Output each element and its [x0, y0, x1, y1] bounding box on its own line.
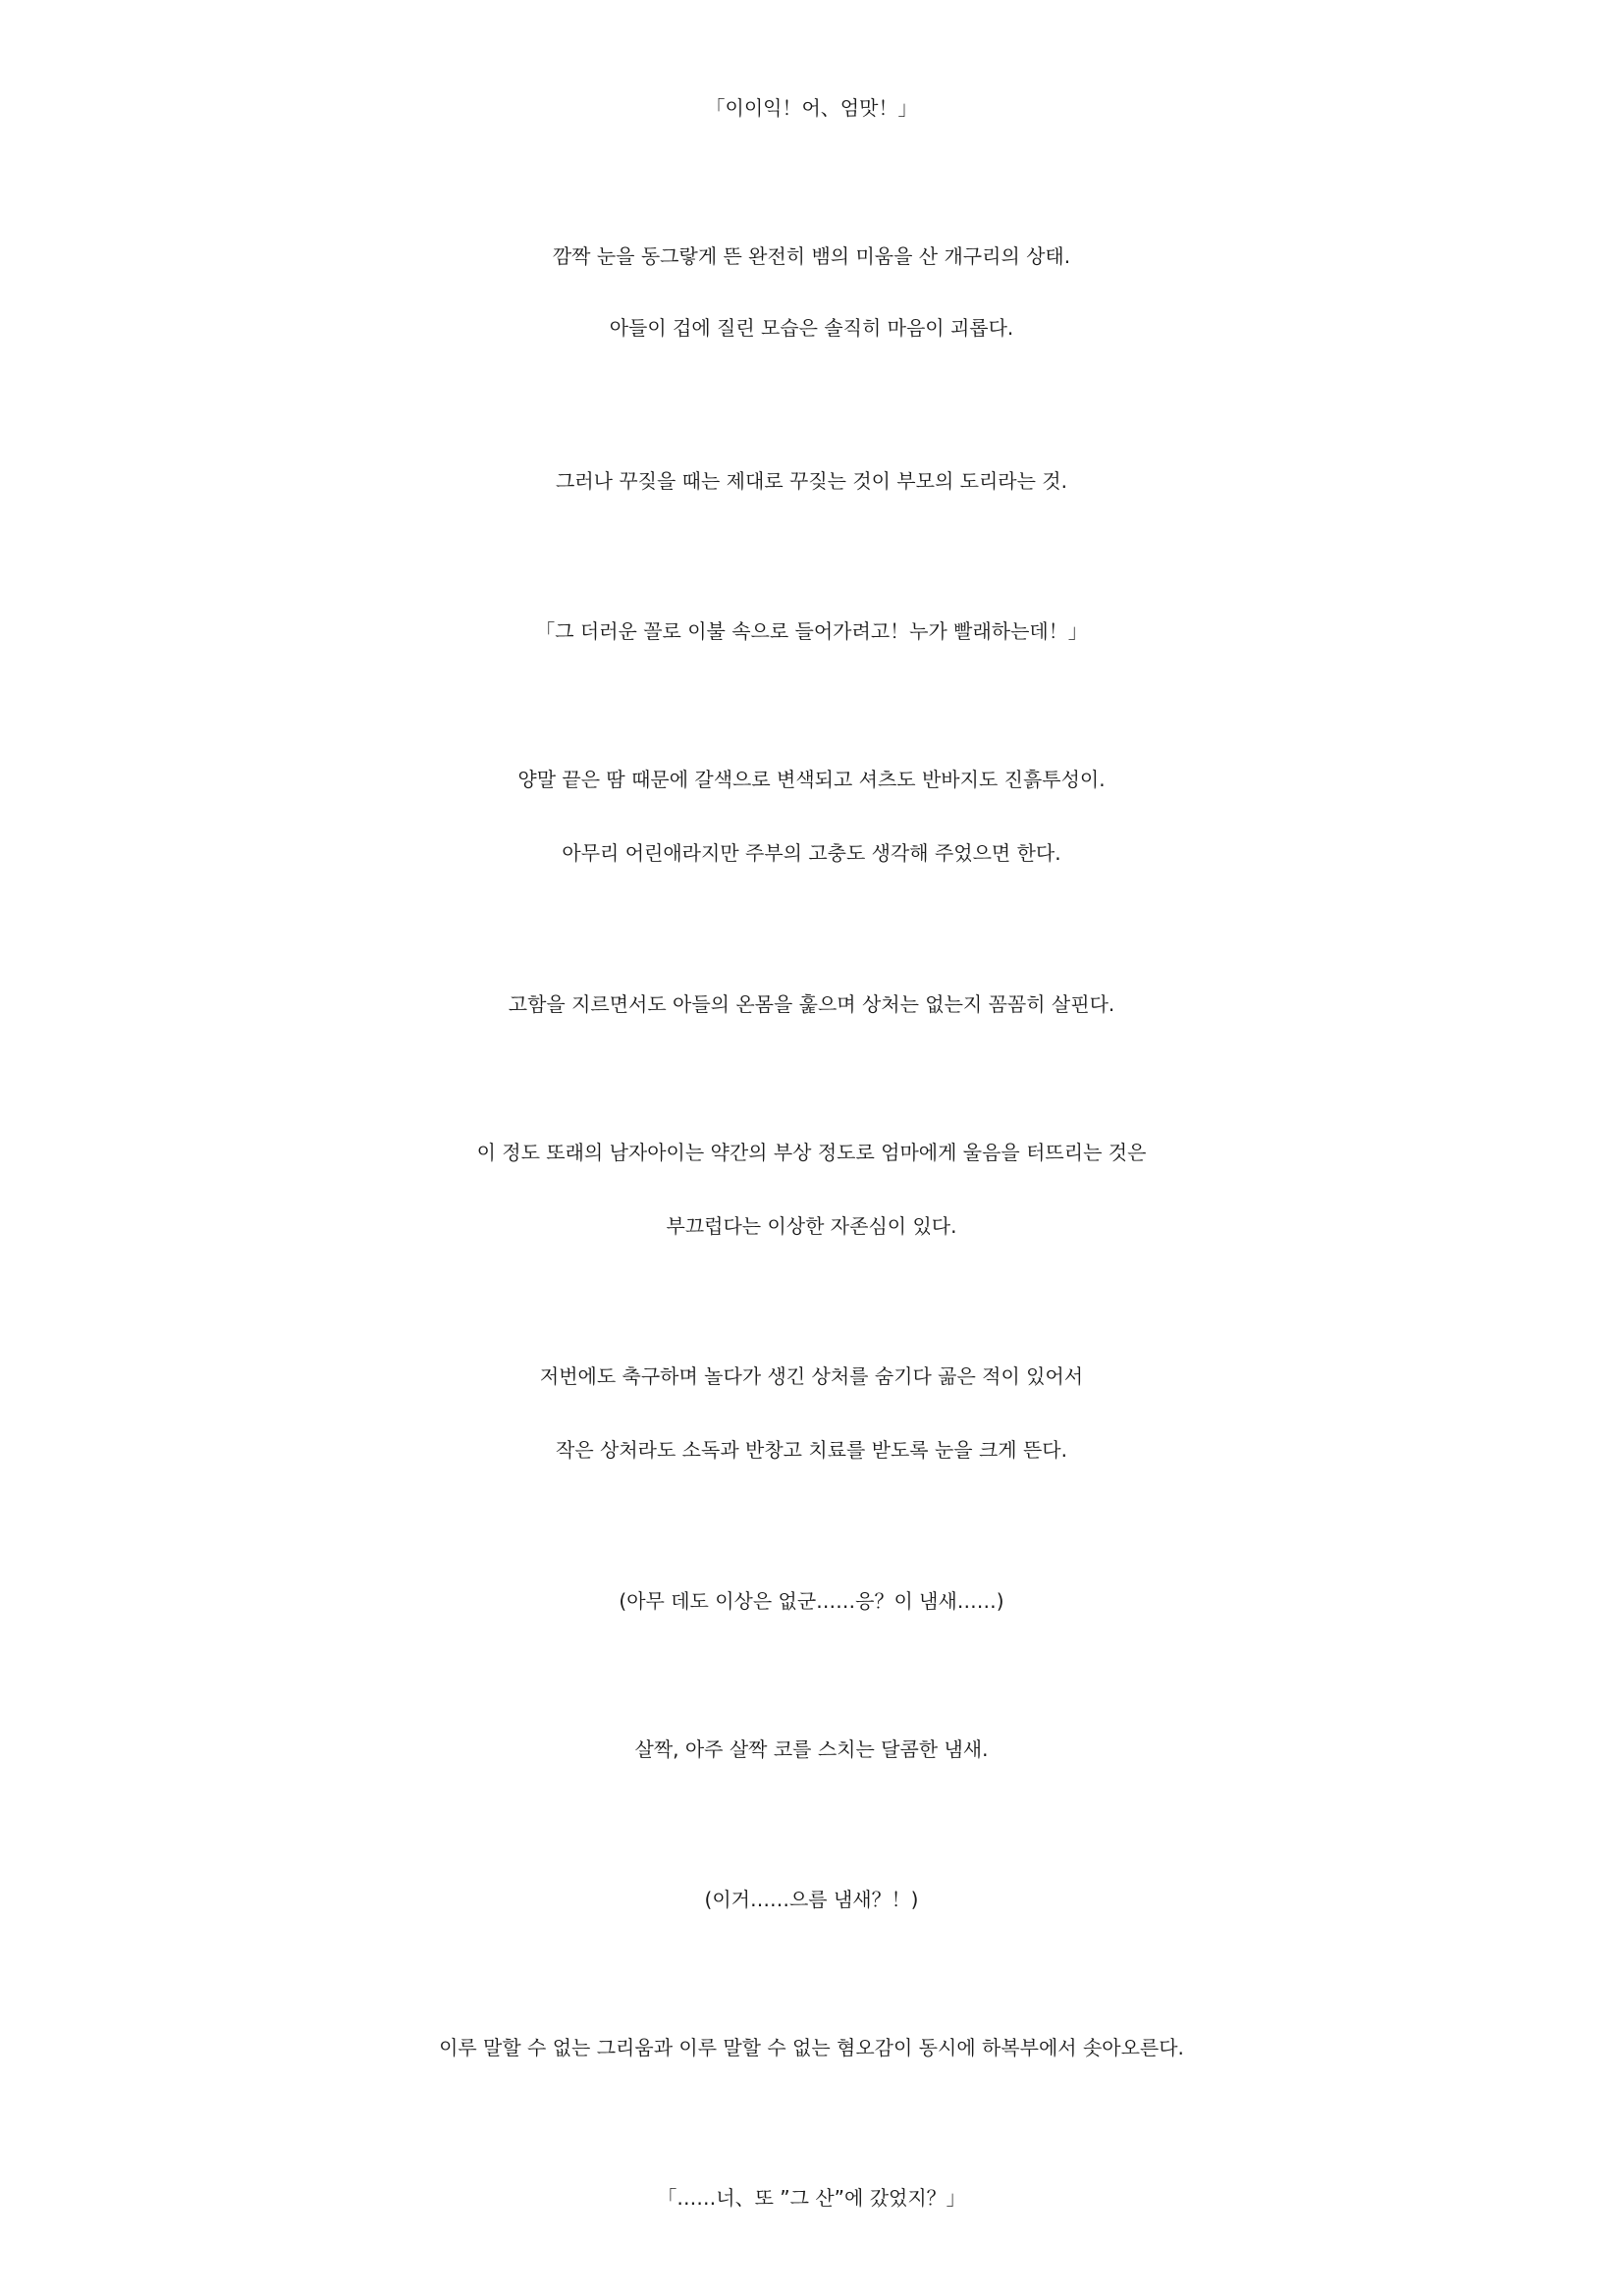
paragraph-12-line-1: 이루 말할 수 없는 그리움과 이루 말할 수 없는 혐오감이 동시에 하복부에서 솟아오른다.	[439, 2036, 1184, 2059]
paragraph-2-line-2: 아들이 겁에 질린 모습은 솔직히 마음이 괴롭다.	[609, 316, 1014, 340]
paragraph-13-line-1: 「……너、또 ”그 산”에 갔었지？」	[657, 2186, 966, 2210]
paragraph-6-line-1: 고함을 지르면서도 아들의 온몸을 훑으며 상처는 없는지 꼼꼼히 살핀다.	[508, 992, 1115, 1016]
paragraph-3-line-1: 그러나 꾸짖을 때는 제대로 꾸짖는 것이 부모의 도리라는 것.	[556, 469, 1067, 493]
paragraph-5-line-1: 양말 끝은 땀 때문에 갈색으로 변색되고 셔츠도 반바지도 진흙투성이.	[517, 768, 1106, 791]
paragraph-2-line-1: 깜짝 눈을 동그랗게 뜬 완전히 뱀의 미움을 산 개구리의 상태.	[552, 244, 1071, 268]
paragraph-7-line-1: 이 정도 또래의 남자아이는 약간의 부상 정도로 엄마에게 울음을 터뜨리는 것은	[476, 1141, 1147, 1164]
paragraph-8-line-1: 저번에도 축구하며 놀다가 생긴 상처를 숨기다 곪은 적이 있어서	[539, 1364, 1084, 1388]
paragraph-10-line-1: 살짝, 아주 살짝 코를 스치는 달콤한 냄새.	[634, 1737, 989, 1761]
paragraph-4-line-1: 「그 더러운 꼴로 이불 속으로 들어가려고！누가 빨래하는데！」	[535, 619, 1088, 643]
paragraph-9-line-1: (아무 데도 이상은 없군……응？이 냄새……)	[619, 1589, 1004, 1613]
paragraph-1-line-1: 「이이익！어、엄맛！」	[705, 96, 918, 120]
paragraph-7-line-2: 부끄럽다는 이상한 자존심이 있다.	[666, 1214, 957, 1238]
paragraph-5-line-2: 아무리 어린애라지만 주부의 고충도 생각해 주었으면 한다.	[562, 841, 1061, 865]
paragraph-8-line-2: 작은 상처라도 소독과 반창고 치료를 받도록 눈을 크게 뜬다.	[556, 1438, 1067, 1462]
paragraph-11-line-1: (이거……으름 냄새？！)	[704, 1888, 919, 1911]
